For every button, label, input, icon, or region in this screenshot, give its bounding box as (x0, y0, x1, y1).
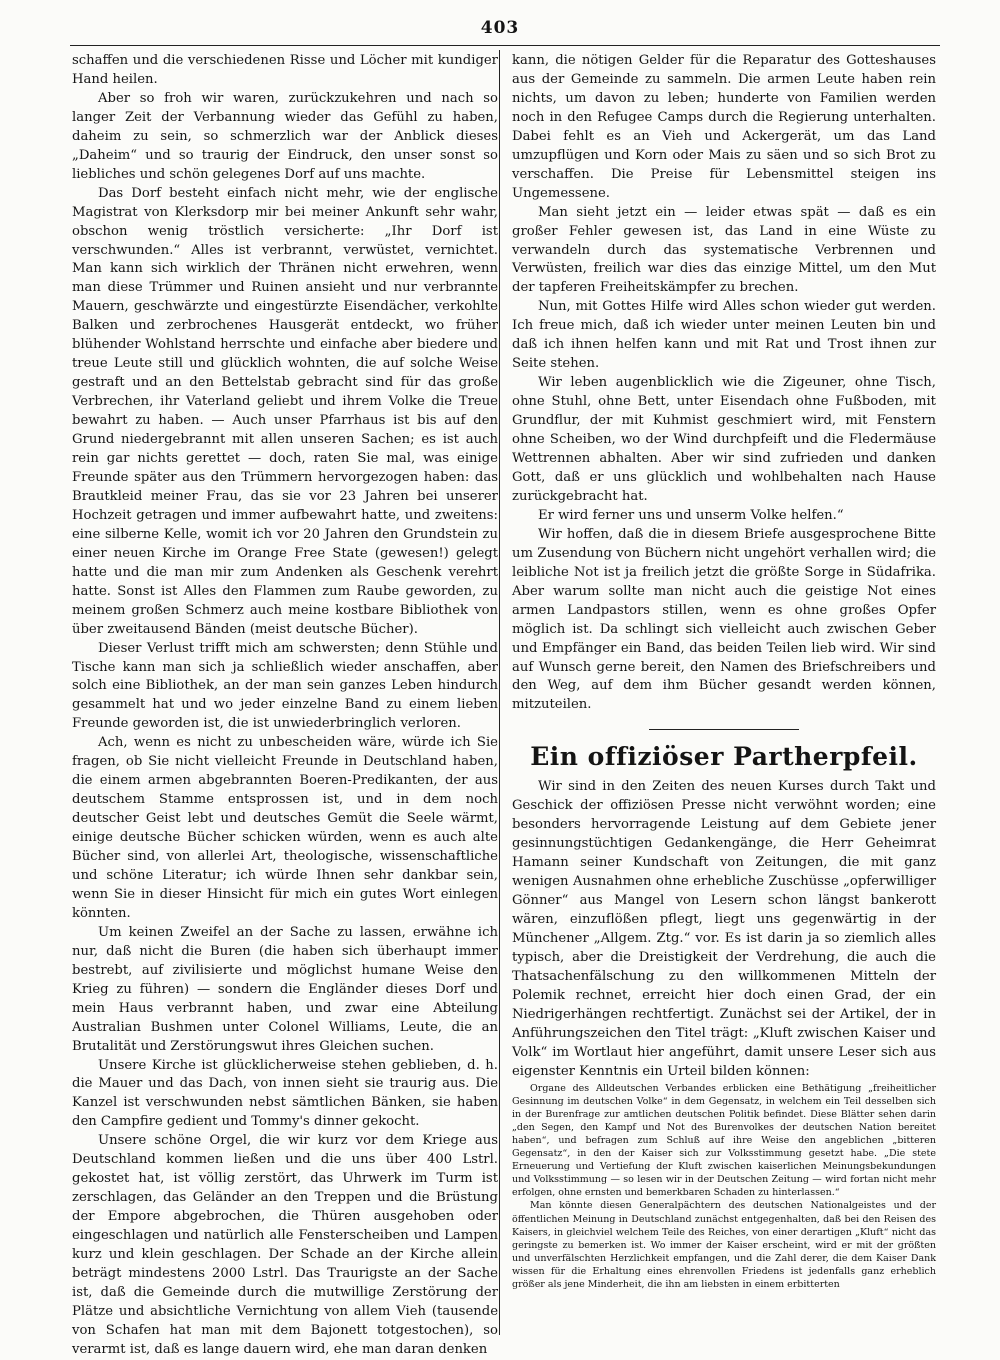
article-title: Ein offiziöser Partherpfeil. (530, 742, 918, 772)
paragraph: Man könnte diesen Generalpächtern des deutschen Nationalgeistes und der öffentlichen Meinung in Deutschland zunächst entgegenhalten, daß bei den Reisen des Kaisers, in gleichviel welchem Teile des Reiches, von einer derartigen „Kluft“ nicht das geringste zu bemerken ist. Wo immer der Kaiser erscheint, wird er mit der größten und unverfälschten Herzlichkeit empfangen, und die Zahl derer, die dem Kaiser Dank wissen für die Erhaltung eines ehrenvollen Friedens ist jedenfalls ganz erheblich größer als jene Minderheit, die ihn am liebsten in einem erbitterten (512, 1200, 936, 1291)
paragraph: Organe des Alldeutschen Verbandes erblicken eine Bethätigung „freiheitlicher Gesinnung im deutschen Volke“ in dem Gegensatz, in welchem ein Teil desselben sich in der Burenfrage zur amtlichen deutschen Politik befindet. Diese Blätter sehen darin „den Segen, den Kampf und Not des Burenvolkes der deutschen Nation bereitet haben“, und befragen zum Schluß auf ihre Weise den angeblichen „bitteren Gegensatz“, in den der Kaiser sich zur Volksstimmung gesetzt habe. „Die stete Erneuerung und Vertiefung der Kluft zwischen kaiserlichen Meinungsbekundungen und Volksstimmung — so lesen wir in der Deutschen Zeitung — wird fortan nicht mehr erfolgen, ohne ernsten und bemerkbaren Schaden zu hinterlassen.“ (512, 1082, 936, 1199)
left-column-paragraphs (72, 52, 498, 1360)
paragraph: Unsere Kirche ist glücklicherweise stehen geblieben, d. h. die Mauer und das Dach, von innen sieht sie traurig aus. Die Kanzel ist verschwunden nebst sämtlichen Bänken, sie haben den Campfire gedient und Tommy's dinner gekocht. (72, 1057, 498, 1130)
paragraph: Wir hoffen, daß die in diesem Briefe ausgesprochene Bitte um Zusendung von Büchern nicht ungehört verhallen wird; die leibliche Not ist ja freilich jetzt die größte Sorge in Südafrika. Aber warum sollte man nicht auch die geistige Not eines armen Landpastors stillen, wenn es ohne großes Opfer möglich ist. Da schlingt sich vielleicht auch zwischen Geber und Empfänger ein Band, das beiden Teilen lieb wird. Wir sind auf Wunsch gerne bereit, den Namen des Briefschreibers und den Weg, auf dem ihm Bücher gesandt werden können, mitzuteilen. (512, 526, 936, 713)
paragraph: Man sieht jetzt ein — leider etwas spät — daß es ein großer Fehler gewesen ist, das Land in eine Wüste zu verwandeln durch das systematische Verbrennen und Verwüsten, freilich war dies das einzige Mittel, um den Mut der tapferen Freiheitskämpfer zu brechen. (512, 204, 936, 296)
paragraph: kann, die nötigen Gelder für die Reparatur des Gotteshauses aus der Gemeinde zu sammeln. Die armen Leute haben rein nichts, um davon zu leben; hunderte von Familien werden noch in den Refugee Camps durch die Regierung unterhalten. Dabei fehlt es an Vieh und Ackergerät, um das Land umzupflügen und Korn oder Mais zu säen und so sich Brot zu verschaffen. Die Preise für Lebensmittel steigen ins Ungemessene. (512, 53, 936, 201)
article-quote (512, 1082, 936, 1292)
paragraph: Ach, wenn es nicht zu unbescheiden wäre, würde ich Sie fragen, ob Sie nicht vielleicht Freunde in Deutschland haben, die einem armen abgebrannten Boeren-Predikanten, der aus deutschem Stamme entsprossen ist, und in dem noch deutscher Geist lebt und deutsches Gemüt die Seele wärmt, einige deutsche Bücher schicken würden, wenn es auch alte Bücher sind, von allerlei Art, theologische, wissenschaftliche und schöne Literatur; ich würde Ihnen sehr dankbar sein, wenn Sie in dieser Hinsicht für mich ein gutes Wort einlegen könnten. (72, 735, 498, 921)
letter-continuation (512, 52, 936, 715)
paragraph: Aber so froh wir waren, zurückzukehren und nach so langer Zeit der Verbannung wieder das Gefühl zu haben, daheim zu sein, so schmerzlich war der Anblick dieses „Daheim“ und so traurig der Eindruck, den unser sonst so liebliches und schön gelegenes Dorf auf uns machte. (72, 90, 498, 182)
left-column (72, 52, 498, 1360)
paragraph: Das Dorf besteht einfach nicht mehr, wie der englische Magistrat von Klerksdorp mir bei meiner Ankunft sehr wahr, obschon wenig tröstlich versicherte: „Ihr Dorf ist verschwunden.“ Alles ist verbrannt, verwüstet, vernichtet. Man kann sich wirklich der Thränen nicht erwehren, wenn man diese Trümmer und Ruinen ansieht und nur verbrannte Mauern, geschwärzte und eingestürzte Eisendächer, verkohlte Balken und zerbrochenes Hausgerät entdeckt, wo früher blühender Wohlstand herrschte und einfache aber biedere und treue Leute still und glücklich wohnten, die auf solche Weise gestraft und an den Bettelstab gebracht sind für das große Verbrechen, ihr Vaterland geliebt und ihrem Volke die Treue bewahrt zu haben. — Auch unser Pfarrhaus ist bis auf den Grund niedergebrannt mit allen unseren Sachen; es ist auch rein gar nichts gerettet — doch, raten Sie mal, was einige Freunde später aus den Trümmern hervorgezogen haben: das Brautkleid meiner Frau, das sie vor 23 Jahren bei unserer Hochzeit getragen und immer aufbewahrt hatte, und zweitens: eine silberne Kelle, womit ich vor 20 Jahren den Grundstein zu einer neuen Kirche im Orange Free State (gewesen!) gelegt hatte und die man mir zum Andenken als Geschenk verehrt hatte. Sonst ist Alles den Flammen zum Raube geworden, zu meinem großen Schmerz auch meine kostbare Bibliothek von über zweitausend Bänden (meist deutsche Bücher). (72, 185, 498, 637)
paragraph: Nun, mit Gottes Hilfe wird Alles schon wieder gut werden. Ich freue mich, daß ich wieder unter meinen Leuten bin und daß ich ihnen helfen kann und mit Rat und Trost ihnen zur Seite stehen. (512, 299, 936, 372)
article-body (512, 778, 936, 1081)
column-divider (499, 50, 500, 1335)
right-column (512, 52, 936, 1291)
paragraph: Er wird ferner uns und unserm Volke helfen.“ (538, 507, 844, 523)
page-number: 403 (480, 18, 520, 38)
paragraph: Wir leben augenblicklich wie die Zigeuner, ohne Tisch, ohne Stuhl, ohne Bett, unter Eisendach ohne Fußboden, mit Grundflur, der mit Kuhmist geschmiert wird, mit Fenstern ohne Scheiben, wo der Wind durchpfeift und die Fledermäuse Wettrennen abhalten. Aber wir sind zufrieden und danken Gott, daß er uns glücklich und wohlbehalten nach Hause zurückgebracht hat. (512, 375, 936, 504)
paragraph: Wir sind in den Zeiten des neuen Kurses durch Takt und Geschick der offiziösen Presse nicht verwöhnt worden; eine besonders hervorragende Leistung auf dem Gebiete jener gesinnungstüchtigen Gedankengänge, die Herr Geheimrat Hamann seiner Kundschaft von Zeitungen, die mit ganz wenigen Ausnahmen ohne erhebliche Zuschüsse „opferwilliger Gönner“ aus Mangel von Lesern schon längst bankerott wären, einzuflößen pflegt, liegt uns gegenwärtig in der Münchener „Allgem. Ztg.“ vor. Es ist darin ja so ziemlich alles typisch, aber die Dreistigkeit der Verdrehung, die auch die Thatsachenfälschung zu den willkommenen Mitteln der Polemik rechnet, erreicht hier doch einen Grad, der ein Niedrigerhängen rechtfertigt. Zunächst sei der Artikel, der in Anführungszeichen den Titel trägt: „Kluft zwischen Kaiser und Volk“ im Wortlaut hier angeführt, damit unsere Leser sich aus eigenster Kenntnis ein Urteil bilden können: (512, 779, 936, 1079)
paragraph: Um keinen Zweifel an der Sache zu lassen, erwähne ich nur, daß nicht die Buren (die haben sich überhaupt immer bestrebt, auf zivilisierte und möglichst humane Weise den Krieg zu führen) — sondern die Engländer dieses Dorf und mein Haus verbrannt haben, und zwar eine Abteilung Australian Bushmen unter Colonel Williams, Leute, die an Brutalität und Zerstörungswut ihres Gleichen suchen. (72, 924, 498, 1054)
paragraph: Dieser Verlust trifft mich am schwersten; denn Stühle und Tische kann man sich ja schließlich wieder anschaffen, aber solch eine Bibliothek, an der man sein ganzes Leben hindurch gesammelt hat und wo jeder einzelne Band zu einem lieben Freunde geworden ist, die ist unwiederbringlich verloren. (72, 640, 498, 732)
paragraph: Unsere schöne Orgel, die wir kurz vor dem Kriege aus Deutschland kommen ließen und die uns über 400 Lstrl. gekostet hat, ist völlig zerstört, das Uhrwerk im Turm ist zerschlagen, das Geländer an den Treppen und die Brüstung der Empore abgebrochen, die Thüren ausgehoben oder eingeschlagen und natürlich alle Fensterscheiben und Lampen kurz und klein geschlagen. Der Schade an der Kirche allein beträgt mindestens 2000 Lstrl. Das Traurigste an der Sache ist, daß die Gemeinde durch die mutwillige Zerstörung der Plätze und absichtliche Vernichtung von allem Vieh (tausende von Schafen hat man mit dem Bajonett totgestochen), so verarmt ist, daß es lange dauern wird, ehe man daran denken (72, 1133, 498, 1357)
header-rule (70, 45, 940, 46)
section-separator (649, 729, 799, 730)
paragraph: schaffen und die verschiedenen Risse und Löcher mit kundiger Hand heilen. (72, 53, 498, 87)
